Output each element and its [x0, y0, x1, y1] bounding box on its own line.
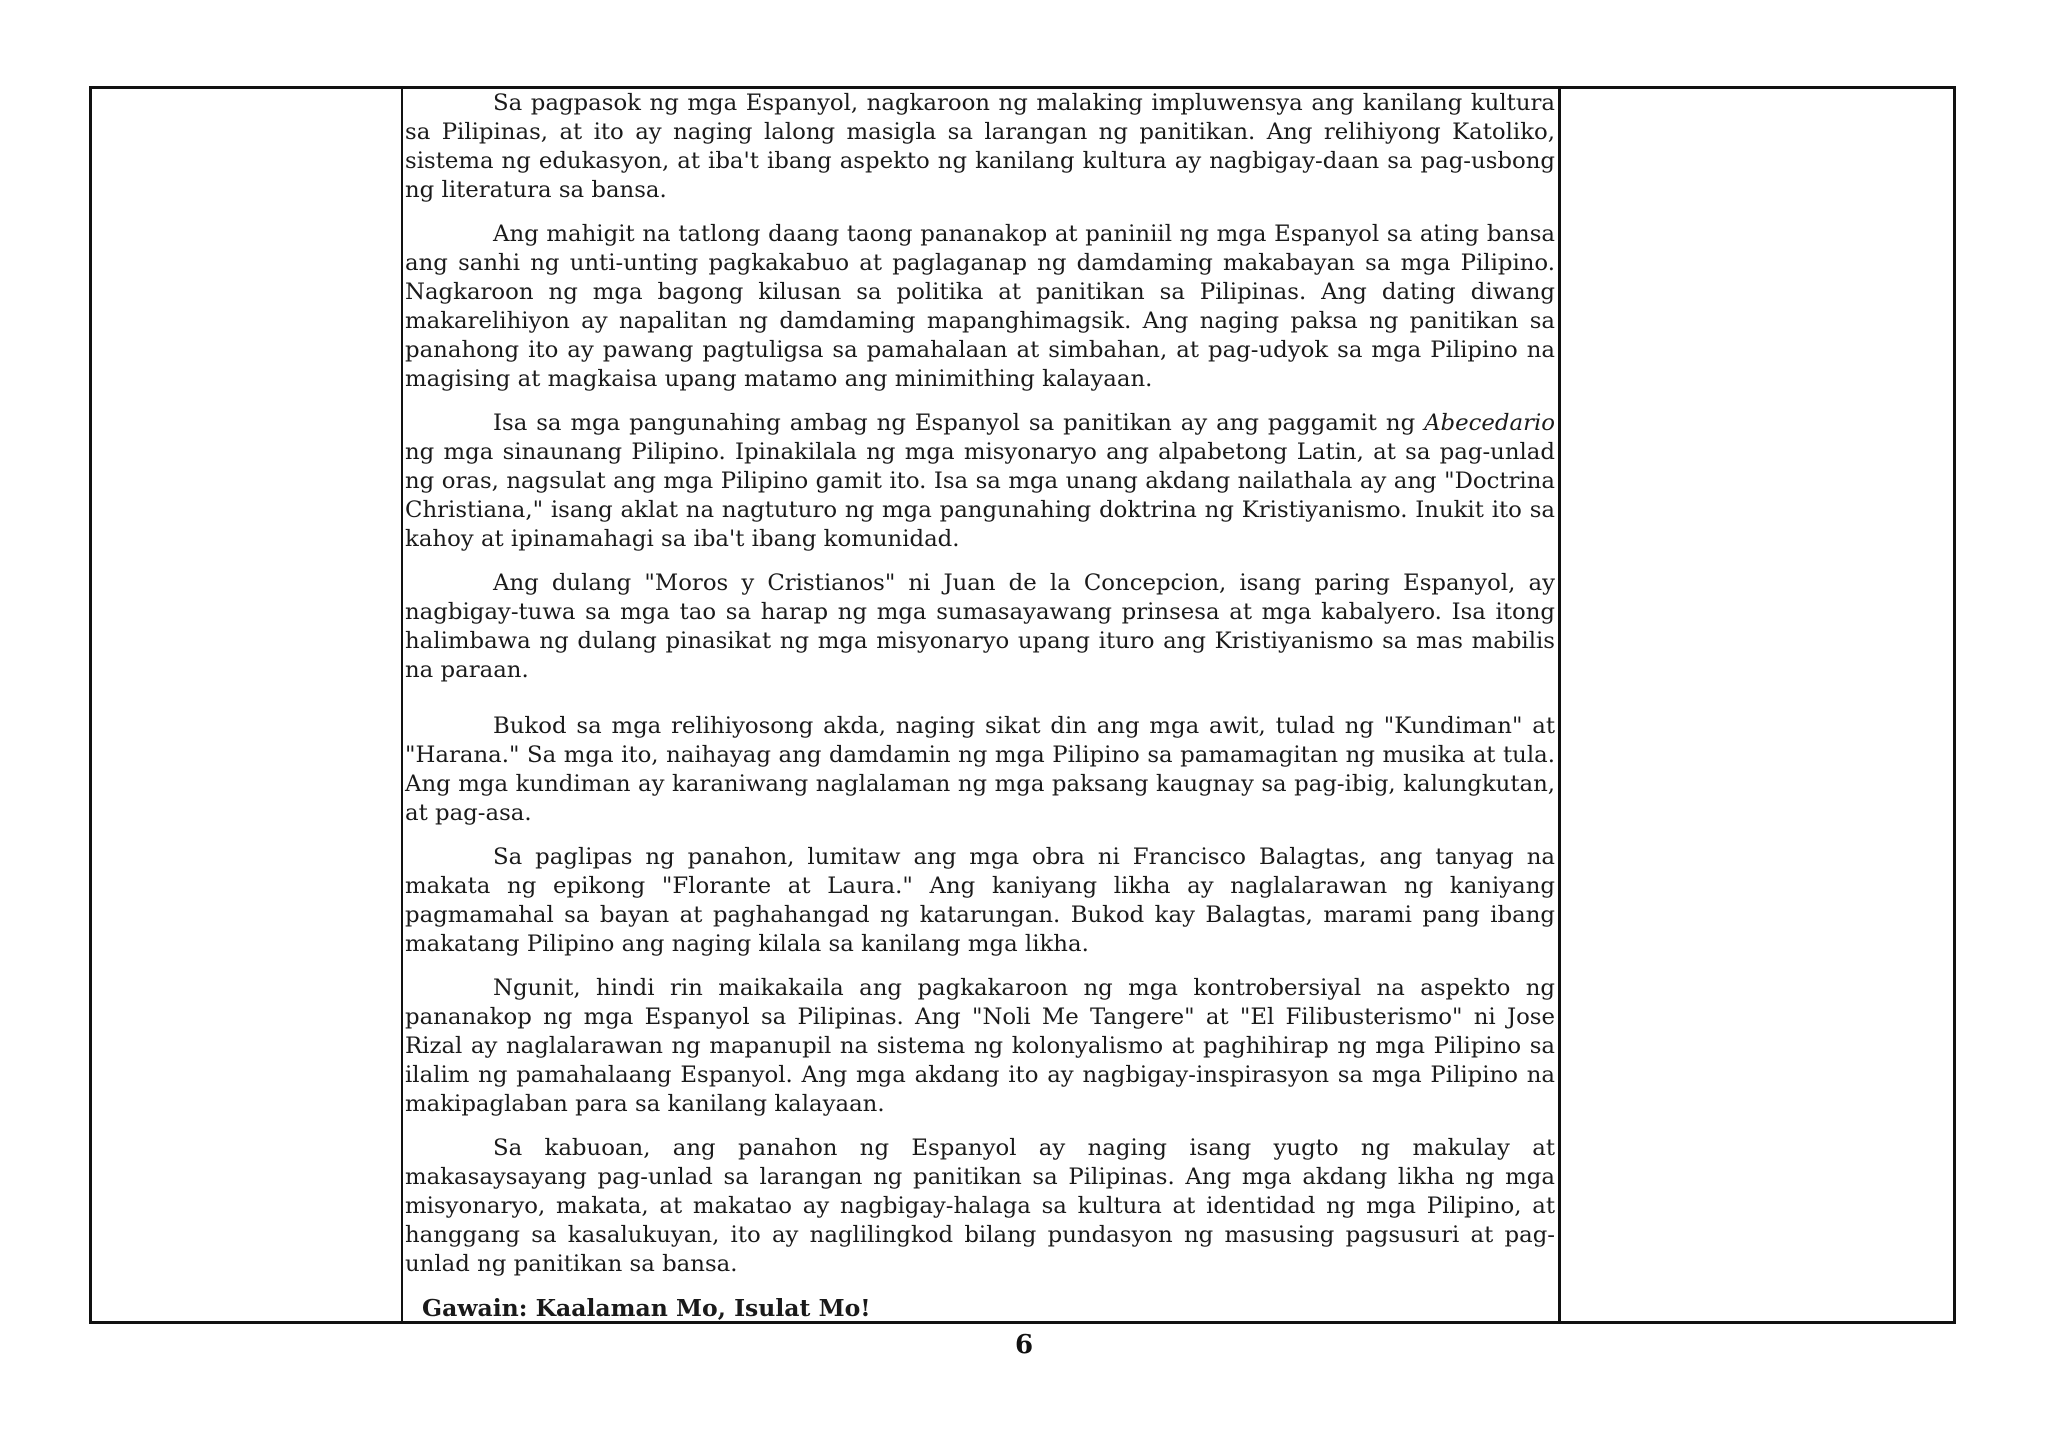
paragraph-spanish-influence: Sa pagpasok ng mga Espanyol, nagkaroon ng malaking impluwensya ang kanilang kultura sa Pilipinas, at ito ay naging lalong masigla sa larangan ng panitikan. Ang relihiyong Katoliko, sistema ng edukasyon, at iba't ibang aspekto ng kanilang kultura ay nagbigay-daan sa pag-usbong ng literatura sa bansa.: [405, 90, 1555, 203]
abecedario-term: Abecedario: [1424, 410, 1555, 436]
paragraph-balagtas: Sa paglipas ng panahon, lumitaw ang mga obra ni Francisco Balagtas, ang tanyag na makata ng epikong "Florante at Laura." Ang kaniyang likha ay naglalarawan ng kaniyang pagmamahal sa bayan at paghahangad ng katarungan. Bukod kay Balagtas, marami pang ibang makatang Pilipino ang naging kilala sa kanilang mga likha.: [405, 844, 1555, 957]
paragraph-abecedario-after: ng mga sinaunang Pilipino. Ipinakilala ng mga misyonaryo ang alpabetong Latin, at sa pag-unlad ng oras, nagsulat ang mga Pilipino gamit ito. Isa sa mga unang akdang nailathala ay ang "Doctrina Christiana," isang aklat na nagtuturo ng mga pangunahing doktrina ng Kristiyanismo. Inukit ito sa kahoy at ipinamahagi sa iba't ibang komunidad.: [405, 439, 1555, 552]
paragraph-rizal: Ngunit, hindi rin maikakaila ang pagkakaroon ng mga kontrobersiyal na aspekto ng pananakop ng mga Espanyol sa Pilipinas. Ang "Noli Me Tangere" at "El Filibusterismo" ni Jose Rizal ay naglalarawan ng mapanupil na sistema ng kolonyalismo at paghihirap ng mga Pilipino sa ilalim ng pamahalaang Espanyol. Ang mga akdang ito ay nagbigay-inspirasyon sa mga Pilipino na makipaglaban para sa kanilang kalayaan.: [405, 975, 1555, 1117]
paragraph-abecedario-before: Isa sa mga pangunahing ambag ng Espanyol sa panitikan ay ang paggamit ng: [493, 410, 1425, 436]
paragraph-nationalism: Ang mahigit na tatlong daang taong pananakop at paniniil ng mga Espanyol sa ating bansa ang sanhi ng unti-unting pagkakabuo at paglaganap ng damdaming makabayan sa mga Pilipino. Nagkaroon ng mga bagong kilusan sa politika at panitikan sa Pilipinas. Ang dating diwang makarelihiyon ay napalitan ng damdaming mapanghimagsik. Ang naging paksa ng panitikan sa panahong ito ay pawang pagtuligsa sa pamahalaan at simbahan, at pag-udyok sa mga Pilipino na magising at magkaisa upang matamo ang minimithing kalayaan.: [405, 221, 1555, 392]
paragraph-abecedario: [405, 409, 1555, 554]
right-column: [1561, 89, 1953, 1321]
paragraph-kabuoan: Sa kabuoan, ang panahon ng Espanyol ay naging isang yugto ng makulay at makasaysayang pag-unlad sa larangan ng panitikan sa Pilipinas. Ang mga akdang likha ng mga misyonaryo, makata, at makatao ay nagbigay-halaga sa kultura at identidad ng mga Pilipino, at hanggang sa kasalukuyan, ito ay naglilingkod bilang pundasyon ng masusing pagsusuri at pag-unlad ng panitikan sa bansa.: [405, 1135, 1555, 1277]
left-column: [92, 89, 403, 1321]
lesson-table: [89, 86, 1956, 1324]
page-number: 6: [1014, 1330, 1034, 1360]
paragraph-awit: Bukod sa mga relihiyosong akda, naging sikat din ang mga awit, tulad ng "Kundiman" at "Harana." Sa mga ito, naihayag ang damdamin ng mga Pilipino sa pamamagitan ng musika at tula. Ang mga kundiman ay karaniwang naglalaman ng mga paksang kaugnay sa pag-ibig, kalungkutan, at pag-asa.: [405, 713, 1555, 826]
paragraph-moros-y-cristianos: Ang dulang "Moros y Cristianos" ni Juan de la Concepcion, isang paring Espanyol, ay nagbigay-tuwa sa mga tao sa harap ng mga sumasayawang prinsesa at mga kabalyero. Isa itong halimbawa ng dulang pinasikat ng mga misyonaryo upang ituro ang Kristiyanismo sa mas mabilis na paraan.: [405, 570, 1555, 683]
main-content-column: [403, 89, 1561, 1321]
activity-title: Gawain: Kaalaman Mo, Isulat Mo!: [422, 1294, 871, 1321]
